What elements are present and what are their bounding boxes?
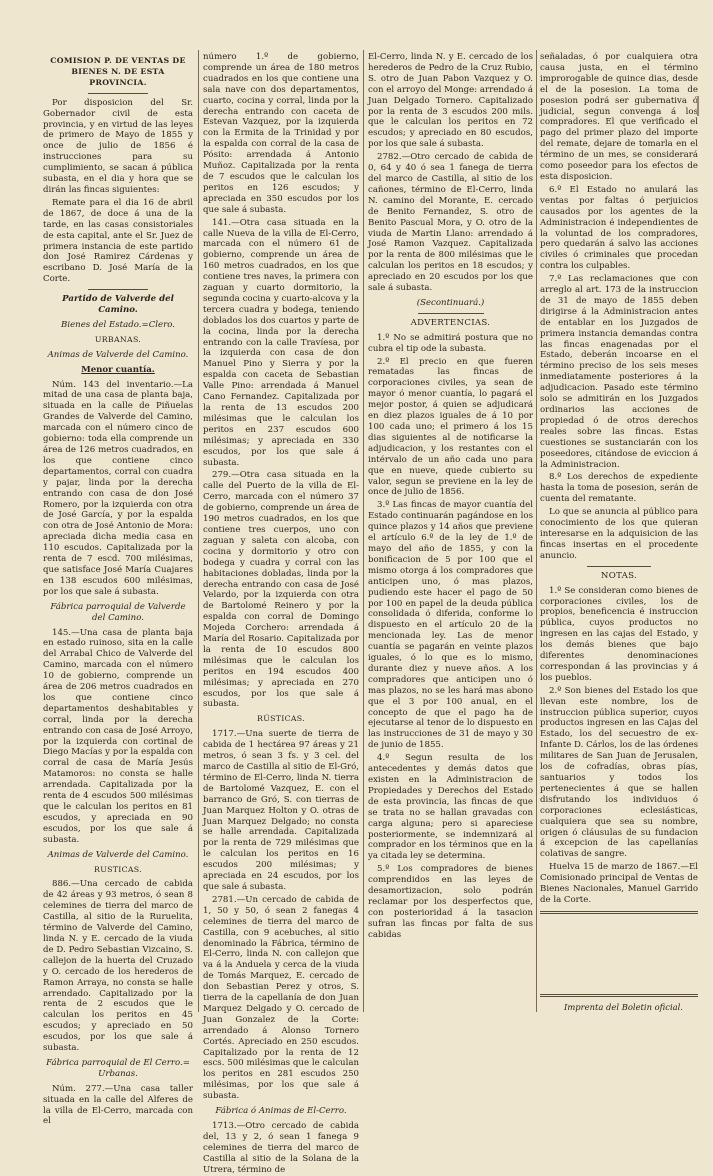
double-rule: [540, 911, 698, 914]
divider-rule: [88, 289, 148, 290]
column-divider: [536, 50, 537, 1012]
advertencias-heading: ADVERTENCIAS.: [410, 317, 491, 328]
paragraph: Núm. 277.—Una casa taller situada en la calle del Alferes de la villa de El-Cerro, marcada con el: [43, 1083, 193, 1127]
paragraph: 4.º Segun resulta de los antecedentes y demás datos que existen en la Administracion de Propiedades y Derechos del Estado de esta provincia, las fincas de que se trata no se hallan gravadas con carga alguna; pero si apareciese posteriormente, se indemnizará al comprador en los términos que en la ya citada ley se determina.: [368, 753, 533, 862]
column-3: [368, 52, 533, 1014]
paragraph: El-Cerro, linda N. y E. cercado de los herederos de Pedro de la Cruz Rubio, S. otro de Juan Pabon Vazquez y O. con el arroyo del Monge: arrendado á Juan Delgado Tornero. Capitalizado por la renta de 3 escudos 200 mils. que le calculan los peritos en 72 escudos; y apreciado en 80 escudos, por los que sale á subasta.: [368, 52, 533, 150]
paragraph: 1.º Se consideran como bienes de corporaciones civiles, los de propios, beneficencia é instruccion pública, cuyos productos no ingresen en las cajas del Estado, y los demás bienes que bajo diferentes denominaciones correspondan á las provincias y á los pueblos.: [540, 585, 698, 683]
paragraph: 141.—Otra casa situada en la calle Nueva de la villa de El-Cerro, marcada con el número 61 de gobierno, comprende un área de 160 metros cuadrados, en los que contiene tres naves, la primera con zaguan y cuarto dormitorio, la segunda cocina y cuarto-alcova y la tercera cuadra y bodega, teniendo doblados los dos cuartos y parte de la cocina, linda por la derecha entrando con la calle Travíesa, por la izquierda con casa de don Manuel Pino y Sierra y por la espalda con caceta de Sebastian Valle Pino: arrendada á Manuel Cano Fernandez. Capitalizada por la renta de 13 escudos 200 milésimas que le calculan los peritos en 237 escudos 600 milésimas; y apreciada en 330 escudos, por los que sale á subasta.: [203, 217, 359, 468]
paragraph: 2781.—Un cercado de cabida de 1, 50 y 50, ó sean 2 fanegas 4 celemines de tierra del marco de Castilla, con 9 acebuches, al sitio denominado la Fábrica, término de El-Cerro, linda N. con callejon que va á la Anduela y cerca de la viuda de Tomás Marquez, E. cercado de don Sebastian Perez y otros, S. tierra de la capellanía de don Juan Marquez Delgado y O. cercado de Juan Gonzalez de la Corte: arrendado á Alonso Tornero Cortés. Apreciado en 250 escudos. Capitalizado por la renta de 12 escs. 500 milésimas que le calculan los peritos en 281 escudos 250 milésimas, por los que sale á subasta.: [203, 894, 359, 1102]
subheading: Fábrica parroquial de El Cerro.= Urbanas.: [46, 1057, 190, 1079]
signature-paragraph: Huelva 15 de marzo de 1867.—El Comisionado principal de Ventas de Bienes Nacionales, Manuel Garrido de la Corte.: [540, 862, 698, 905]
section-heading: Partido de Valverde del Camino.: [62, 294, 174, 316]
subheading: RÚSTICAS.: [257, 714, 305, 724]
column-divider: [198, 50, 199, 1012]
paragraph: 5.º Los compradores de bienes comprendidos en las leyes de desamortizacion, solo podrán reclamar por los desperfectos que, con posterioridad á la tasacion sufran las fincas por falta de sus cabidas: [368, 864, 533, 940]
subheading: RUSTICAS.: [94, 864, 142, 874]
divider-rule: [587, 566, 650, 567]
paragraph: 886.—Una cercado de cabida de 42 áreas y 93 metros, ó sean 8 celemines de tierra del marco de Castilla, al sitio de la Ruruelita, término de Valverde del Camino, linda N. y E. cercado de la viuda de D. Pedro Sebastian Vizcaino, S. callejon de la huerta del Cruzado y O. cercado de los herederos de Ramon Arraya, no consta se halle arrendado. Capitalizado por la renta de 2 escudos que le calculan los peritos en 45 escudos; y apreciado en 50 escudos, por los que sale á subasta.: [43, 879, 193, 1054]
paragraph: 2.º Son bienes del Estado los que llevan este nombre, los de instruccion pública superior, cuyos productos ingresen en las Cajas del Estado, los del secuestro de ex-Infante D. Cárlos, los de las órdenes militares de San Juan de Jerusalen, los de cofradías, obras pías, santuarios y todos los pertenecientes á que se hallen disfrutando los individuos ó corporaciones eclesiásticas, cualquiera que sea su nombre, origen ó cláusulas de su fundacion á excepcion de las capellanías colativas de sangre.: [540, 685, 698, 860]
paragraph: 145.—Una casa de planta baja en estado ruinoso, sita en la calle del Arrabal Chico de Valverde del Camino, marcada con el número 10 de gobierno, comprende un área de 206 metros cuadrados en los que contiene cinco departamentos deshabitables y corral, linda por la derecha entrando con casa de José Arroyo, por la izquierda con cortinal de Diego Macías y por la espalda con corral de casa de María Jesús Matamoros: no consta se halle arrendada. Capitalizada por la renta de 4 escudos 500 milésimas que le calculan los peritos en 81 escudos, y apreciada en 90 escudos, por los que sale á subasta.: [43, 627, 193, 845]
paragraph: 1717.—Una suerte de tierra de cabida de 1 hectárea 97 áreas y 21 metros, ó sean 3 fs. y 3 cel. del marco de Castilla al sitio de El-Gró, término de El-Cerro, linda N. tierra de Bartolomé Vazquez, E. con el barranco de Gró, S. con tierras de Juan Marquez Holton y O. otras de Juan Marquez Delgado; no consta se halle arrendada. Capitalizada por la renta de 729 milésimas que le calculan los peritos en 16 escudos 200 milésimas; y apreciada en 24 escudos, por los que sale á subasta.: [203, 729, 359, 892]
paragraph: 2.º El precio en que fueren rematadas las fincas de corporaciones civiles, ya sean de mayor ó menor cuantía, lo pagará el mejor postor, á quien se adjudicará en diez plazos iguales de á 10 por 100 cada uno; el primero á los 15 dias siguientes al de notificarse la adjudicacion, y los restantes con el intérvalo de un año cada uno para que en nueve, quede cubierto su valor, segun se previene en la ley de once de julio de 1856.: [368, 356, 533, 498]
subheading: Fábrica ó Animas de El-Cerro.: [215, 1106, 347, 1117]
paragraph: señaladas, ó por cualquiera otra causa justa, en el término improrogable de quince dias, desde el de la posesion. La toma de posesion podrá ser gubernativa ó judicial, segun convenga á los compradores. El que verificado el pago del primer plazo del importe del remate, dejare de tomarla en el término de un mes, se considerará como poseedor para los efectos de esta disposicion.: [540, 52, 698, 182]
paragraph: 1.º No se admitirá postura que no cubra el tip ode la subasta.: [368, 332, 533, 354]
paragraph: 6.º El Estado no anulará las ventas por faltas ó perjuicios causados por los agentes de la Administracion é independientes de la voluntad de los compradores, pero quedarán á salvo las acciones civiles ó criminales que procedan contra los culpables.: [540, 184, 698, 272]
paragraph: Remate para el dia 16 de abril de 1867, de doce á una de la tarde, en las casas consistoriales de esta capital, ante el Sr. Juez de primera instancia de este partido don José Ramirez Cárdenas y escribano D. José María de la Corte.: [43, 197, 193, 285]
column-1: [43, 52, 193, 1127]
paragraph: 8.º Los derechos de expediente hasta la toma de posesion, serán de cuenta del rematante.: [540, 472, 698, 505]
subheading: URBANAS.: [94, 334, 142, 344]
paragraph: número 1.º de gobierno, comprende un área de 180 metros cuadrados en los que contiene una sala nave con dos departamentos, cuarto, cocina y corral, linda por la derecha entrando con caceta de Estevan Vazquez, por la izquierda con la Ermita de la Trinidad y por la espalda con corral de la casa de Pósito: arrendada á Antonio Muñoz. Capitalizada por la renta de 7 escudos que le calculan los peritos en 126 escudos; y apreciada en 350 escudos por los que sale á subasta.: [203, 52, 359, 215]
paragraph: 1713.—Otro cercado de cabida del, 13 y 2, ó sean 1 fanega 9 celemines de tierra del marco de Castilla al sitio de la Solana de la Utrera, término de: [203, 1121, 359, 1175]
column-4: [540, 52, 698, 1014]
printer-imprint: Imprenta del Boletin oficial.: [564, 1001, 683, 1012]
subheading: Menor cuantía.: [81, 364, 155, 375]
divider-rule: [88, 93, 148, 94]
paragraph: 7.º Las reclamaciones que con arreglo al art. 173 de la instruccion de 31 de mayo de 1855 deben dirigirse á la Administracion antes de entablar en los Juzgados de primera instancia demandas contra las fincas enagenadas por el Estado, deberán incoarse en el término preciso de los seis meses inmediatamente posteriores á la adjudicacion. Pasado este término solo se admitirán en los Juzgados ordinarios las acciones de propiedad ó de otros derechos reales sobre las fincas. Estas cuestiones se sustanciarán con los poseedores, citándose de eviccion á la Administracion.: [540, 274, 698, 470]
commission-heading: COMISION P. DE VENTAS DE BIENES N. DE ESTA PROVINCIA.: [50, 56, 186, 87]
column-divider: [363, 50, 364, 1012]
subheading: Animas de Valverde del Camino.: [47, 849, 189, 860]
subheading: Fábrica parroquial de Valverde del Camino.: [50, 601, 186, 623]
subheading: Animas de Valverde del Camino.: [47, 349, 189, 360]
paragraph: 2782.—Otro cercado de cabida de 0, 64 y 40 ó sea 1 fanega de tierra del marco de Castilla, al sitio de los cañones, término de El-Cerro, linda N. camino del Morante, E. cercado de Benito Fernandez, S. otro de Benito Pascual Mora, y O. otro de la viuda de Martin Llano: arrendado á José Ramon Vazquez. Capitalizada por la renta de 800 milésimas que le calculan los peritos en 18 escudos; y apreciado en 20 escudos por los que sale á subasta.: [368, 152, 533, 294]
notas-heading: NOTAS.: [600, 570, 638, 581]
double-rule: [540, 994, 698, 997]
column-2: [203, 52, 359, 1175]
binding-mark-icon: [697, 96, 707, 116]
paragraph: Núm. 143 del inventario.—La mitad de una casa de planta baja, situada en la calle de Piñuelas Grandes de Valverde del Camino, marcada con el número cinco de gobierno: toda ella comprende un área de 126 metros cuadrados, en los que contiene cinco departamentos, corral con cuadra y pajar, linda por la derecha entrando con casa de don José Romero, por la izquierda con otra de José García, y por la espalda con otra de José Antonio de Mora: apreciada dicha media casa en 110 escudos. Capitalizada por la renta de 7 escd. 700 milésimas, que satisface José María Cuajares en 138 escudos 600 milésimas, por los que sale á subasta.: [43, 379, 193, 597]
subheading: Bienes del Estado.=Clero.: [61, 319, 175, 330]
paragraph: 279.—Otra casa situada en la calle del Puerto de la villa de El-Cerro, marcada con el número 37 de gobierno, comprende un área de 190 metros cuadrados, en los que contiene tres cuerpos, uno con zaguan y saleta con alcoba, con cocina y dormitorio y otro con bodega y cuadra y corral con las habitaciones dobladas, linda por la derecha entrando con casa de José Velardo, por la izquierda con otra de Bartolomé Reinero y por la espalda con corral de Domingo Mojeda Corchero: arrendada á María del Rosario. Capitalizada por la renta de 10 escudos 800 milésimas que le calculan los peritos en 194 escudos 400 milésimas; y apreciada en 270 escudos, por los que sale á subasta.: [203, 470, 359, 710]
continues-note: (Secontinuará.): [416, 297, 485, 308]
divider-rule: [418, 313, 484, 314]
paragraph: Lo que se anuncia al público para conocimiento de los que quieran interesarse en la adquisicion de las fincas insertas en el procedente anuncio.: [540, 507, 698, 561]
paragraph: 3.º Las fincas de mayor cuantía del Estado continuarán pagándose en los quince plazos y 14 años que previene el artículo 6.º de la ley de 1.º de mayo del año de 1855, y con la bonificacion de 5 por 100 que el mismo otorga á los compradores que anticipen uno, ó mas plazos, pudiendo este hacer el pago de 50 por 100 en papel de la deuda pública consolidada ó diferida, conforme lo dispuesto en el artículo 20 de la mencionada ley. Las de menor cuantía se pagarán en veinte plazos iguales, ó lo que es lo mismo, durante diez y nueve años. A los compradores que anticipen uno ó mas plazos, no se les hará mas abono que el 3 por 100 anual, en el concepto de que el pago ha de ejecutarse al tenor de lo dispuesto en las instrucciones de 31 de mayo y 30 de junio de 1855.: [368, 500, 533, 751]
paragraph: Por disposicion del Sr. Gobernador civil de esta provincia, y en virtud de las leyes de primero de Mayo de 1855 y once de julio de 1856 é instrucciones para su cumplimiento, se sacan á pública subasta, en el dia y hora que se dirán las fincas siguientes:: [43, 97, 193, 195]
blank-space: [540, 919, 698, 989]
